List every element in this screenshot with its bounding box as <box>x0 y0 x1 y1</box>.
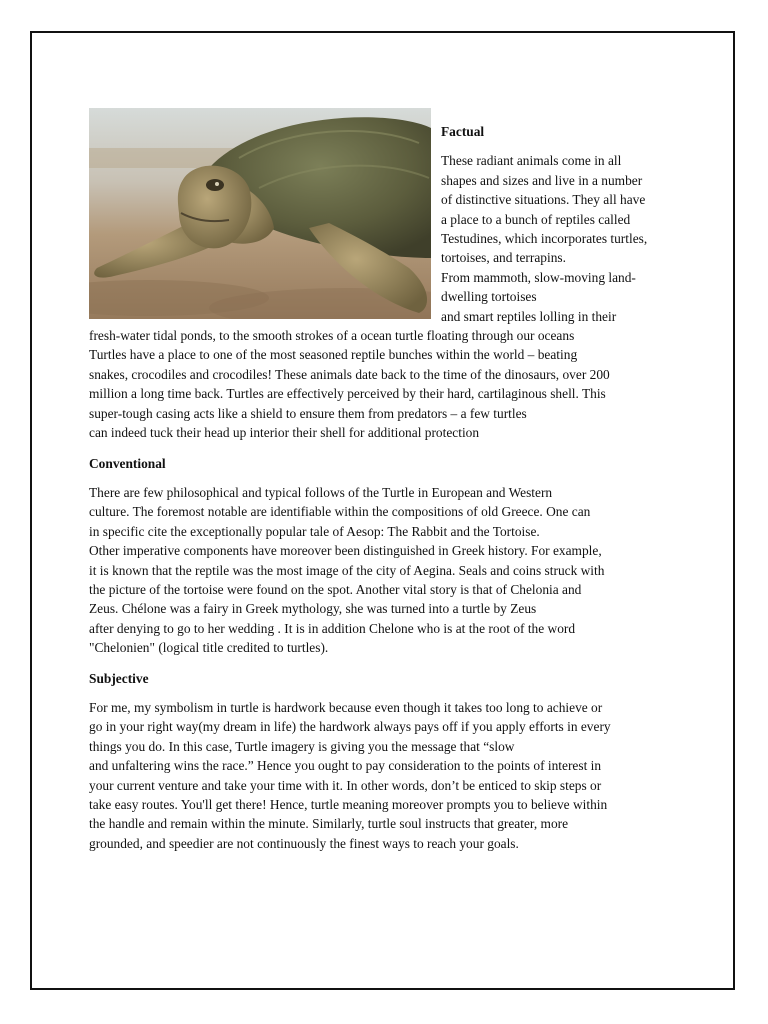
text-line: Turtles have a place to one of the most seasoned reptile bunches within the world – beating <box>89 347 578 363</box>
text-line: Zeus. Chélone was a fairy in Greek mythology, she was turned into a turtle by Zeus <box>89 601 537 617</box>
text-line: Other imperative components have moreover been distinguished in Greek history. For example, <box>89 543 602 559</box>
sea-turtle-image <box>89 108 431 319</box>
conventional-heading: Conventional <box>89 455 166 471</box>
text-line: million a long time back. Turtles are effectively perceived by their hard, cartilaginous shell. This <box>89 386 606 402</box>
text-line: can indeed tuck their head up interior their shell for additional protection <box>89 425 480 441</box>
text-line: There are few philosophical and typical follows of the Turtle in European and Western <box>89 484 553 500</box>
text-line: the picture of the tortoise were found on the spot. Another vital story is that of Chelonia and <box>89 581 582 597</box>
text-line: go in your right way(my dream in life) the hardwork always pays off if you apply efforts in every <box>89 719 611 735</box>
text-line: snakes, crocodiles and crocodiles! These animals date back to the time of the dinosaurs, over 200 <box>89 366 610 382</box>
text-line: of distinctive situations. They all have <box>441 192 646 208</box>
text-line: From mammoth, slow-moving land- <box>441 269 636 285</box>
text-line: Testudines, which incorporates turtles, <box>441 231 648 247</box>
conventional-section <box>89 483 689 658</box>
text-line: grounded, and speedier are not continuously the finest ways to reach your goals. <box>89 835 519 851</box>
text-line: your current venture and take your time with it. In other words, don’t be enticed to skip steps or <box>89 777 602 793</box>
text-line: and smart reptiles lolling in their <box>441 308 617 324</box>
text-line: take easy routes. You'll get there! Hence, turtle meaning moreover prompts you to believe within <box>89 797 608 812</box>
text-line: "Chelonien" (logical title credited to turtles). <box>89 640 329 656</box>
text-line: These radiant animals come in all <box>441 153 622 169</box>
text-line: and unfaltering wins the race.” Hence you ought to pay consideration to the points of interest in <box>89 758 602 774</box>
text-line: in specific cite the exceptionally popular tale of Aesop: The Rabbit and the Tortoise. <box>89 523 540 539</box>
text-line: tortoises, and terrapins. <box>441 250 566 266</box>
factual-heading: Factual <box>441 124 485 139</box>
text-line: after denying to go to her wedding . It is in addition Chelone who is at the root of the word <box>89 620 576 636</box>
subjective-section <box>89 698 689 853</box>
text-line: fresh-water tidal ponds, to the smooth strokes of a ocean turtle floating through our oceans <box>89 328 575 344</box>
text-line: things you do. In this case, Turtle imagery is giving you the message that “slow <box>89 738 515 754</box>
text-line: it is known that the reptile was the most image of the city of Aegina. Seals and coins struck with <box>89 562 605 578</box>
text-line: culture. The foremost notable are identifiable within the compositions of old Greece. One can <box>89 504 591 520</box>
text-line: dwelling tortoises <box>441 289 537 305</box>
subjective-heading: Subjective <box>89 670 149 686</box>
text-line: super-tough casing acts like a shield to ensure them from predators – a few turtles <box>89 405 527 421</box>
document-body <box>89 108 689 853</box>
text-line: For me, my symbolism in turtle is hardwork because even though it takes too long to achieve or <box>89 699 603 715</box>
text-line: a place to a bunch of reptiles called <box>441 211 631 227</box>
text-line: shapes and sizes and live in a number <box>441 172 643 188</box>
sea-turtle-photo <box>89 108 431 319</box>
text-line: the handle and remain within the minute. Similarly, turtle soul instructs that greater, more <box>89 816 569 832</box>
